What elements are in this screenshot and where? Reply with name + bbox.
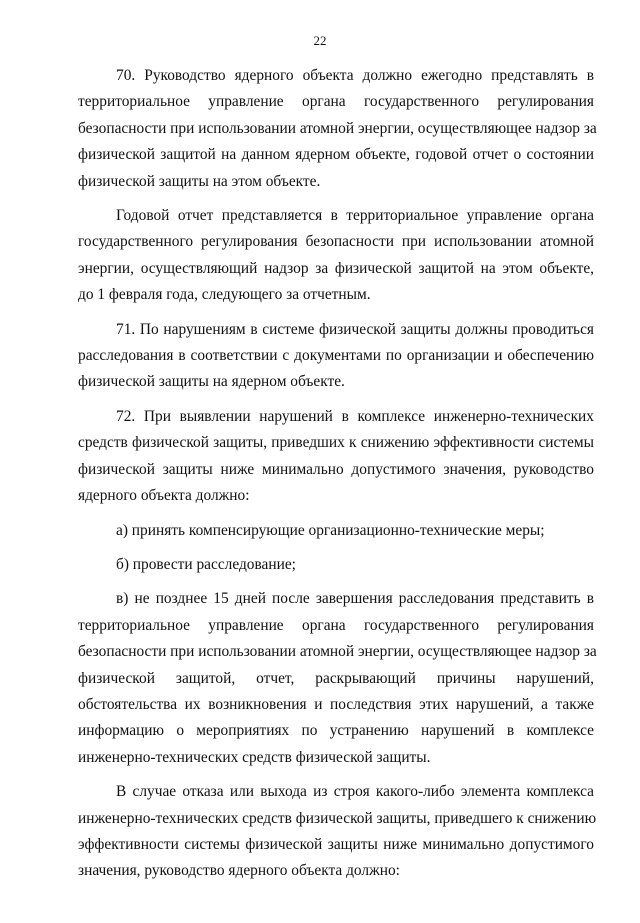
paragraph: [78, 404, 594, 510]
paragraph: [78, 779, 597, 885]
paragraph-gap: [78, 578, 594, 586]
text-line: средств физической защиты, приведших к снижению эффективности системы: [78, 434, 594, 452]
document-body: [78, 63, 597, 885]
text-line: а) принять компенсирующие организационно-технические меры;: [116, 521, 545, 539]
text-line: 72. При выявлении нарушений в комплексе инженерно-технических: [116, 407, 594, 425]
text-line: в) не позднее 15 дней после завершения расследования представить в: [116, 590, 594, 608]
text-line: территориальное управление органа государственного регулирования: [78, 93, 594, 111]
text-line: инженерно-технических средств физической защиты.: [78, 748, 431, 766]
text-line: эффективности системы физической защиты ниже минимально допустимого: [78, 835, 594, 853]
paragraph-gap: [78, 771, 594, 779]
text-line: значения, руководство ядерного объекта должно:: [78, 862, 400, 880]
text-line: расследования в соответствии с документами по организации и обеспечению: [78, 347, 594, 365]
text-line: физической защиты ниже минимально допустимого значения, руководство: [78, 460, 594, 478]
paragraph: [78, 63, 597, 195]
paragraph-gap: [78, 195, 594, 203]
text-line: 70. Руководство ядерного объекта должно ежегодно представлять в: [116, 67, 594, 84]
paragraph: [78, 586, 597, 771]
paragraph-gap: [78, 309, 594, 317]
paragraph: [78, 317, 594, 396]
text-line: В случае отказа или выхода из строя какого-либо элемента комплекса: [116, 783, 594, 801]
text-line: физической защитой, отчет, раскрывающий причины нарушений,: [78, 669, 594, 687]
paragraph-gap: [78, 396, 594, 404]
text-line: обстоятельства их возникновения и последствия этих нарушений, а также: [78, 695, 594, 713]
text-line: информацию о мероприятиях по устранению нарушений в комплексе: [78, 722, 594, 740]
text-line: государственного регулирования безопасности при использовании атомной: [78, 233, 594, 251]
page-number: 22: [313, 33, 327, 48]
text-line: безопасности при использовании атомной энергии, осуществляющее надзор за: [78, 643, 597, 661]
text-line: б) провести расследование;: [116, 555, 296, 573]
text-line: до 1 февраля года, следующего за отчетным.: [78, 286, 371, 304]
text-line: территориальное управление органа государственного регулирования: [78, 616, 594, 634]
paragraph: [78, 552, 594, 578]
text-line: 71. По нарушениям в системе физической защиты должны проводиться: [116, 320, 594, 338]
text-line: безопасности при использовании атомной энергии, осуществляющее надзор за: [78, 119, 597, 137]
text-line: физической защитой на данном ядерном объекте, годовой отчет о состоянии: [78, 146, 594, 164]
paragraph-gap: [78, 544, 594, 552]
text-line: Годовой отчет представляется в территориальное управление органа: [116, 207, 594, 225]
text-line: ядерного объекта должно:: [78, 487, 250, 505]
text-line: физической защиты на этом объекте.: [78, 172, 321, 190]
text-line: инженерно-технических средств физической защиты, приведшего к снижению: [78, 809, 597, 827]
paragraph-gap: [78, 510, 594, 518]
text-line: физической защиты на ядерном объекте.: [78, 373, 345, 391]
text-line: энергии, осуществляющий надзор за физической защитой на этом объекте,: [78, 259, 594, 277]
paragraph: [78, 203, 594, 309]
paragraph: [78, 518, 594, 544]
